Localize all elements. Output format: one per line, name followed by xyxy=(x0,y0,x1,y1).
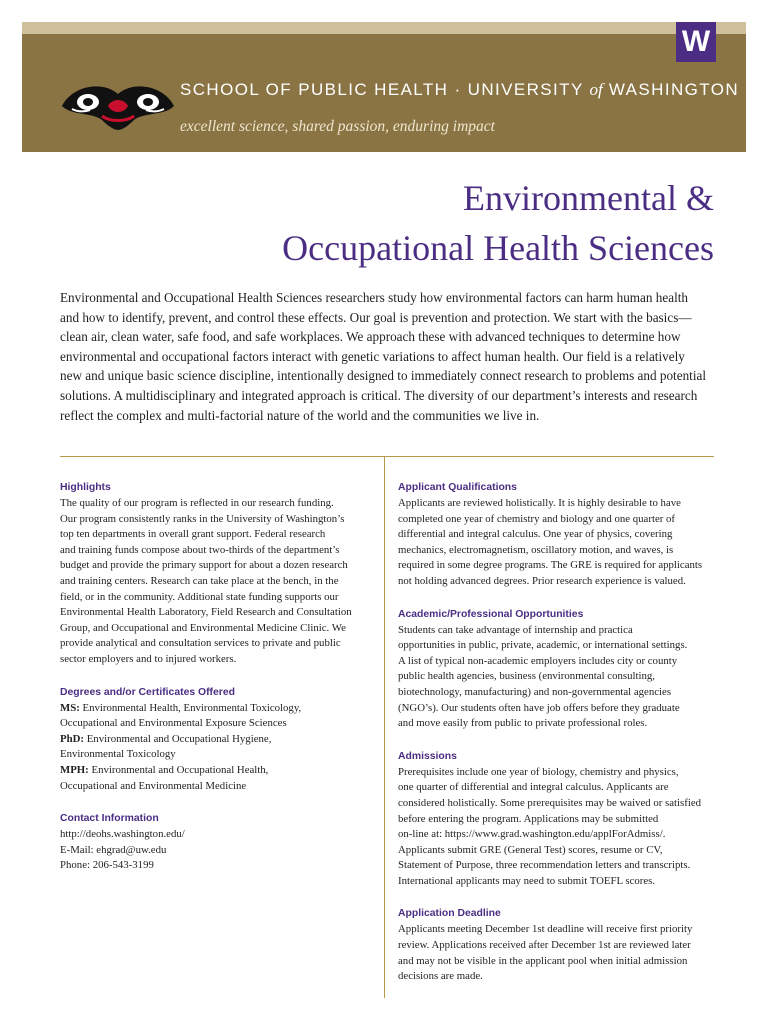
tagline: excellent science, shared passion, enduring impact xyxy=(180,118,495,135)
degrees-heading: Degrees and/or Certificates Offered xyxy=(60,686,235,698)
page-title xyxy=(282,173,714,273)
degree-item: MS: Environmental Health, Environmental Toxicology, Occupational and Environmental Exposure Sciences xyxy=(60,701,302,730)
qualifications-section xyxy=(398,482,718,590)
admissions-heading: Admissions xyxy=(398,750,457,762)
crest-logo-icon xyxy=(58,76,178,136)
school-name: SCHOOL OF PUBLIC HEALTH · UNIVERSITY of WASHINGTON xyxy=(180,80,740,99)
intro-paragraph: Environmental and Occupational Health Sciences researchers study how environmental factors can harm human health and how to identify, prevent, and control these effects. Our goal is prevention and protection. We start with the basics— clean air, clean water, safe food, and safe workplaces. We approach these with advanced techniques to determine how environmental and occupational factors interact with genetic variations to affect human health. Our field is a relatively new and unique basic science discipline, intentionally designed to immediately connect research to problems and potential solutions. A multidisciplinary and integrated approach is critical. The diversity of our department’s interests and research reflect the complex and multi-factorial nature of the world and the communities we live in. xyxy=(60,290,707,423)
opportunities-section xyxy=(398,609,718,732)
admissions-text: Prerequisites include one year of biology, chemistry and physics, one quarter of differential and integral calculus. Applicants are considered holistically. Some prerequisites may be waived or satisfied before entering the program. Applications may be submitted on-line at: https://www.grad.washington.edu/applForAdmiss/. Applicants submit GRE (General Test) scores, resume or CV, Statement of Purpose, three recommendation letters and transcripts. International applicants may need to submit TOEFL scores. xyxy=(398,765,702,887)
column-divider xyxy=(384,456,385,998)
right-column xyxy=(398,482,718,985)
highlights-text: The quality of our program is reflected in our research funding. Our program consistently ranks in the University of Washington’s top ten departments in overall grant support. Federal research and training funds compose about two-thirds of the department’s budget and provide the primary support for about a dozen research and training centers. Research can take place at the bench, in the field, or in the community. Additional state funding supports our Environmental Health Laboratory, Field Research and Consultation Group, and Occupational and Environmental Medicine Clinic. We provide analytical and consultation services to private and public sector employers and to injured workers. xyxy=(60,497,352,665)
opportunities-text: Students can take advantage of internship and practica opportunities in public, private, academic, or international settings. A list of typical non-academic employers includes city or county public health agencies, business (environmental consulting, biotechnology, manufacturing) and non-governmental agencies (NGO’s). Our students often have job offers before they graduate and move easily from public to private professional roles. xyxy=(398,623,688,730)
deadline-heading: Application Deadline xyxy=(398,908,501,920)
admissions-section xyxy=(398,751,718,890)
qualifications-heading: Applicant Qualifications xyxy=(398,482,517,493)
degree-item: PhD: Environmental and Occupational Hygiene, Environmental Toxicology xyxy=(60,732,272,761)
qualifications-text: Applicants are reviewed holistically. It is highly desirable to have completed one year of chemistry and biology and one quarter of differential and integral calculus. One year of physics, covering mechanics, electromagnetism, oscillatory motion, and waves, is required in some degree programs. The GRE is required for applicants not holding advanced degrees. Prior research experience is valued. xyxy=(398,497,703,587)
deadline-section xyxy=(398,908,718,984)
contact-text xyxy=(60,827,376,874)
opportunities-heading: Academic/Professional Opportunities xyxy=(398,608,584,620)
title-line: Occupational Health Sciences xyxy=(282,228,714,268)
title-line: Environmental & xyxy=(463,178,714,218)
header-top-strip xyxy=(22,22,746,34)
highlights-section xyxy=(60,482,376,668)
degree-item: MPH: Environmental and Occupational Health, Occupational and Environmental Medicine xyxy=(60,763,269,792)
contact-heading: Contact Information xyxy=(60,813,159,825)
contact-section xyxy=(60,813,376,874)
degrees-section xyxy=(60,687,376,795)
left-column xyxy=(60,482,376,874)
deadline-text: Applicants meeting December 1st deadline will receive first priority review. Applications received after December 1st are reviewed later and may not be visible in the applicant pool when initial admission decisions are made. xyxy=(398,923,693,983)
website-link[interactable]: http://deohs.washington.edu/ xyxy=(60,828,185,841)
phone-number: Phone: 206-543-3199 xyxy=(60,859,154,872)
highlights-heading: Highlights xyxy=(60,482,111,493)
section-divider xyxy=(60,456,714,457)
uw-logo[interactable]: W xyxy=(676,22,716,62)
email-link[interactable]: E-Mail: ehgrad@uw.edu xyxy=(60,843,167,856)
